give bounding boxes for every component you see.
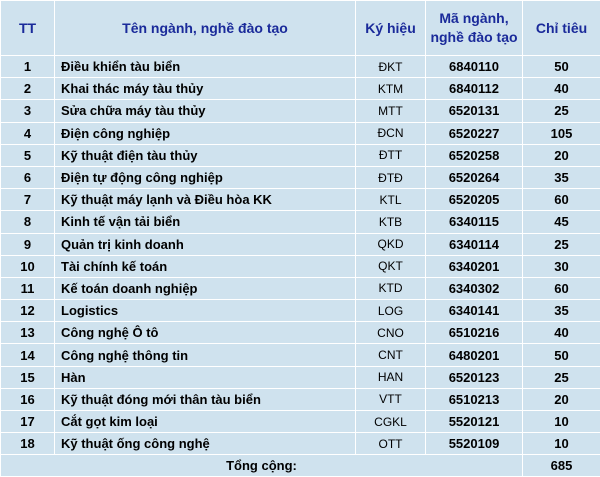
row-symbol: QKT [356,255,426,277]
row-quota: 25 [523,233,600,255]
row-code: 6510216 [426,322,523,344]
row-symbol: ĐCN [356,122,426,144]
row-name: Điện tự động công nghiệp [55,166,356,188]
header-tt: TT [1,1,55,56]
header-code [426,1,523,56]
row-name: Điện công nghiệp [55,122,356,144]
row-symbol: KTL [356,189,426,211]
row-code: 6340141 [426,300,523,322]
header-quota: Chỉ tiêu [523,1,600,56]
row-quota: 105 [523,122,600,144]
row-code: 6340201 [426,255,523,277]
row-code: 5520121 [426,411,523,433]
row-number: 6 [1,166,55,188]
row-quota: 50 [523,344,600,366]
row-name: Quản trị kinh doanh [55,233,356,255]
row-symbol: KTD [356,277,426,299]
row-symbol: CNT [356,344,426,366]
table-row [1,144,600,166]
row-name: Điều khiển tàu biển [55,56,356,78]
row-number: 10 [1,255,55,277]
row-number: 3 [1,100,55,122]
header-name: Tên ngành, nghề đào tạo [55,1,356,56]
row-quota: 40 [523,78,600,100]
header-symbol: Ký hiệu [356,1,426,56]
table-row [1,388,600,410]
total-label: Tổng cộng: [1,455,523,477]
row-symbol: ĐKT [356,56,426,78]
row-symbol: MTT [356,100,426,122]
table-row [1,411,600,433]
row-name: Công nghệ Ô tô [55,322,356,344]
row-code: 5520109 [426,433,523,455]
row-quota: 20 [523,388,600,410]
table-row [1,344,600,366]
table-row [1,233,600,255]
row-symbol: KTM [356,78,426,100]
table-row [1,211,600,233]
row-code: 6510213 [426,388,523,410]
row-quota: 60 [523,189,600,211]
row-name: Kinh tế vận tải biển [55,211,356,233]
row-code: 6340115 [426,211,523,233]
table-row [1,300,600,322]
total-row [1,455,600,477]
row-symbol: CGKL [356,411,426,433]
row-symbol: HAN [356,366,426,388]
row-quota: 35 [523,166,600,188]
row-name: Tài chính kế toán [55,255,356,277]
row-code: 6340114 [426,233,523,255]
row-number: 8 [1,211,55,233]
table-row [1,322,600,344]
row-symbol: LOG [356,300,426,322]
row-name: Kỹ thuật ống công nghệ [55,433,356,455]
row-name: Kỹ thuật máy lạnh và Điều hòa KK [55,189,356,211]
table-row [1,78,600,100]
row-number: 9 [1,233,55,255]
table-row [1,189,600,211]
table-row [1,433,600,455]
row-symbol: OTT [356,433,426,455]
row-code: 6520205 [426,189,523,211]
row-code: 6480201 [426,344,523,366]
row-number: 11 [1,277,55,299]
row-number: 1 [1,56,55,78]
row-number: 2 [1,78,55,100]
row-name: Cắt gọt kim loại [55,411,356,433]
row-symbol: QKD [356,233,426,255]
row-quota: 20 [523,144,600,166]
table-row [1,100,600,122]
row-symbol: KTB [356,211,426,233]
row-name: Công nghệ thông tin [55,344,356,366]
total-value: 685 [523,455,600,477]
row-number: 15 [1,366,55,388]
row-number: 16 [1,388,55,410]
row-name: Kỹ thuật điện tàu thủy [55,144,356,166]
row-name: Kế toán doanh nghiệp [55,277,356,299]
table-row [1,277,600,299]
row-quota: 25 [523,366,600,388]
row-name: Khai thác máy tàu thủy [55,78,356,100]
row-quota: 50 [523,56,600,78]
row-symbol: CNO [356,322,426,344]
row-name: Logistics [55,300,356,322]
row-number: 12 [1,300,55,322]
row-number: 17 [1,411,55,433]
row-number: 13 [1,322,55,344]
row-number: 5 [1,144,55,166]
row-code: 6520227 [426,122,523,144]
row-code: 6520258 [426,144,523,166]
row-quota: 45 [523,211,600,233]
row-code: 6840110 [426,56,523,78]
row-quota: 35 [523,300,600,322]
row-symbol: VTT [356,388,426,410]
row-quota: 30 [523,255,600,277]
header-code-line1: Mã ngành, [439,10,508,26]
row-quota: 40 [523,322,600,344]
row-code: 6520123 [426,366,523,388]
table-row [1,255,600,277]
row-number: 14 [1,344,55,366]
row-code: 6520264 [426,166,523,188]
table-row [1,122,600,144]
row-quota: 10 [523,411,600,433]
table-row [1,366,600,388]
row-number: 18 [1,433,55,455]
row-quota: 60 [523,277,600,299]
row-number: 7 [1,189,55,211]
row-code: 6840112 [426,78,523,100]
row-symbol: ĐTT [356,144,426,166]
table-row [1,56,600,78]
row-name: Sửa chữa máy tàu thủy [55,100,356,122]
row-name: Kỹ thuật đóng mới thân tàu biển [55,388,356,410]
row-quota: 10 [523,433,600,455]
row-code: 6520131 [426,100,523,122]
header-row [1,1,600,56]
row-number: 4 [1,122,55,144]
table-row [1,166,600,188]
header-code-line2: nghề đào tạo [430,29,517,45]
row-name: Hàn [55,366,356,388]
row-symbol: ĐTĐ [356,166,426,188]
row-quota: 25 [523,100,600,122]
row-code: 6340302 [426,277,523,299]
